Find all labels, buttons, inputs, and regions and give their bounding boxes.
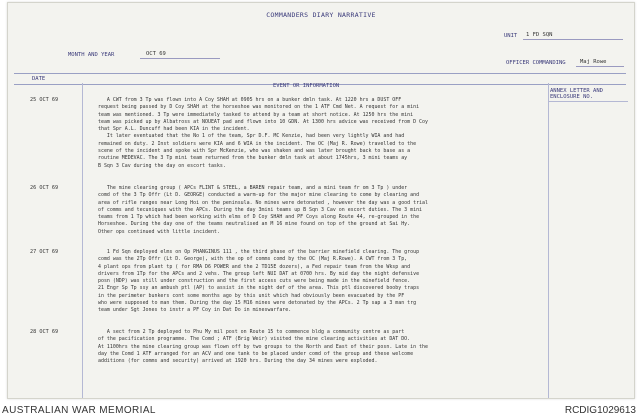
entry-date: 25 OCT 69 xyxy=(30,97,59,103)
entry-text: The mine clearing group ( APCs FLINT & STEEL, a BAREN repair team, and a mini team fr om 3 Tp ) under comd of the 3 Tp Offr (Lt D. GEORGE) conducted a warm-up for the major mine clearing to come by clearing and area of rifle ranges near Long Hoi on the peninsula. No mines were detonated , however the day was a good trial of comms and tecuniques with the APCs. During the day 3mini teams up B Sqn 3 Cav on escort duties. The 3 mini teams from 1 Tp which had been working with elms of D Coy SHAH and PF Coys along Route 44, re-grouped in the Horseshoe. During the day one of the teams neutralised an M 16 mine found on top of the ground at Sai Hy. Other ops continued with little incident. xyxy=(98,185,428,235)
date-column-divider xyxy=(82,83,83,398)
column-annex: ANNEX LETTER AND ENCLOSURE NO. xyxy=(550,88,603,100)
unit-value: 1 FD SQN xyxy=(526,32,553,38)
unit-label: UNIT xyxy=(504,33,518,39)
annex-header-rule xyxy=(548,101,628,102)
column-date: DATE xyxy=(32,76,46,82)
entry-text: A sect from 2 Tp deployed to Phu My mil post on Route 15 to commence bldg a community centre as part of the pacification programme. The Comd ; ATF (Brig Weir) visited the mine clearing activities at DAT DO. At 1100hrs the mine clearing group was flown off by two groups to the North and East of their posn. Late in the day the Comd 1 ATF arranged for an ACV and one tank to be placed under comd of the group and these welcome additions (for comms and security) arrived at 1920 hrs. During the day 34 mines were exploded. xyxy=(98,329,428,365)
entry-date: 26 OCT 69 xyxy=(30,185,59,191)
archive-credit: AUSTRALIAN WAR MEMORIAL xyxy=(2,405,156,416)
officer-underline xyxy=(576,66,624,67)
unit-underline xyxy=(523,39,623,40)
officer-label: OFFICER COMMANDING xyxy=(506,60,566,66)
month-year-value: OCT 69 xyxy=(146,51,166,57)
officer-value: Maj Rowe xyxy=(580,59,607,65)
month-year-label: MONTH AND YEAR xyxy=(68,52,115,58)
record-id: RCDIG1029613 xyxy=(564,405,636,416)
entry-date: 27 OCT 69 xyxy=(30,249,59,255)
entry-text: 1 Fd Sqn deployed elms on Op PHANGINUS 111 , the third phase of the barrier minefield clearing. The group comd was the 2Tp Offr (Lt D. George), with the op of comms comd by the OC (Maj R.Rowe). A CWT from 3 Tp, 4 plant ops from plant tp ( for RMA D6 POWER and the 2 TD15E dozers), a Fed repair team from the Wksp and drivers from 1Tp for the APCs and 2 vehs. The group left NUI DAT at 0700 hrs. By mid day the night defensive posn (NDP) was still under construction and the first access cuts were being made in the minefield fence. 21 Engr Sp Tp ssy an ambush ptl (AP) to assist in the night def of the area. This ptl discovered booby traps in the perimeter bunkers cont some months ago by this unit which had obviously been evacuated by the PF who were supposed to man them. During the day 15 M16 mines were detonated by the APCs. 2 Tp sap a 3 man trg team under Sgt Jones to instr a PF Coy in Dat Do in mineswarfare. xyxy=(98,249,420,314)
entry-text: A CWT from 3 Tp was flown into A Coy SHAH at 0905 hrs on a bunker dmln task. At 1220 hrs a DUST OFF request being passed by D Coy SHAH at the horseshoe was monitored on the 1 ATF Cmd Net. A request for a mini team was mentioned. 3 Tp were immediately tasked to attend by a team at short notice. At 1250 hrs the mini team was picked up by Albatross at NOUEAT pad and flown into 10 GDN. At 1300 hrs advice was received from D Coy that Spr A.L. Duncuff had been KIA in the incident. It later eventuated that the No 1 of the team, Spr D.F. MC Kenzie, had been very lightly WIA and had remained on duty. 2 Inst soldiers were KIA and 6 WIA in the incident. The OC (Maj R. Rowe) travelled to the scene of the incident and spoke with Spr McKenzie, who was shaken and was later brought back to base as a routine MEDEVAC. The 3 Tp mini team returned from the bunker dmln task at about 1745hrs, 3 mini teams ay B Sqn 3 Cav during the day on escort tasks. xyxy=(98,97,428,169)
column-event: EVENT OR INFORMATION xyxy=(273,83,340,89)
entry-date: 28 OCT 69 xyxy=(30,329,59,335)
page-title: COMMANDERS DIARY NARRATIVE xyxy=(266,11,376,19)
diary-page xyxy=(7,2,635,399)
month-year-underline xyxy=(140,58,220,59)
